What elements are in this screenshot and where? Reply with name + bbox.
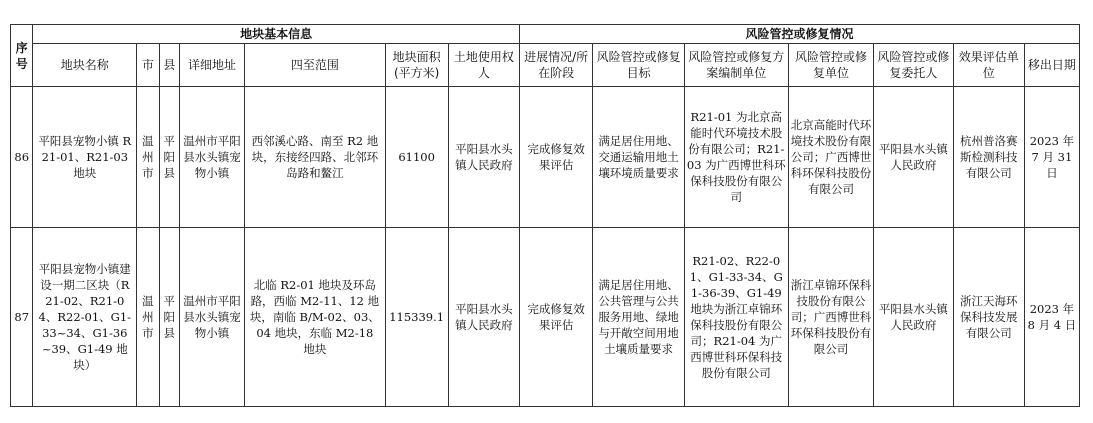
col-header-plan-unit: 风险管控或修复方案编制单位 xyxy=(684,44,788,87)
cell-address: 温州市平阳县水头镇宠物小镇 xyxy=(179,87,244,228)
cell-site-name: 平阳县宠物小镇建设一期二区块（R21-02、R21-04、R22-01、G1-33~34、G1-36~39、G1-49 地块） xyxy=(33,228,137,407)
col-header-removal-date: 移出日期 xyxy=(1024,44,1079,87)
cell-plan-unit: R21-02、R22-01、G1-33-34、G1-36-39、G1-49 地块为浙江卓锦环保科技股份有限公司；R21-04 为广西博世科环保科技股份有限公司 xyxy=(684,228,788,407)
cell-index: 86 xyxy=(11,87,33,228)
header-group-row xyxy=(11,25,1080,44)
cell-target: 满足居住用地、公共管理与公共服务用地、绿地与开敞空间用地土壤质量要求 xyxy=(593,228,685,407)
cell-land-user: 平阳县水头镇人民政府 xyxy=(448,228,519,407)
col-header-address: 详细地址 xyxy=(179,44,244,87)
col-header-progress: 进展情况/所在阶段 xyxy=(519,44,592,87)
cell-city: 温州市 xyxy=(137,87,159,228)
col-header-client: 风险管控或修复委托人 xyxy=(874,44,953,87)
col-header-area: 地块面积(平方米) xyxy=(385,44,448,87)
cell-removal-date: 2023 年 7 月 31 日 xyxy=(1024,87,1079,228)
cell-county: 平阳县 xyxy=(159,228,179,407)
cell-city: 温州市 xyxy=(137,228,159,407)
group-header-basic: 地块基本信息 xyxy=(33,25,520,44)
cell-county: 平阳县 xyxy=(159,87,179,228)
cell-plan-unit: R21-01 为北京高能时代环境技术股份有限公司；R21-03 为广西博世科环保科技股份有限公司 xyxy=(684,87,788,228)
col-header-county: 县 xyxy=(159,44,179,87)
cell-site-name: 平阳县宠物小镇 R21-01、R21-03 地块 xyxy=(33,87,137,228)
table-row xyxy=(11,228,1080,407)
cell-boundary: 西邻溪心路、南至 R2 地块，东接经四路、北邻环岛路和鳌江 xyxy=(245,87,385,228)
cell-remediation-unit: 北京高能时代环境技术股份有限公司；广西博世科环保科技股份有限公司 xyxy=(788,87,874,228)
site-remediation-table xyxy=(10,24,1080,407)
cell-evaluator: 浙江天海环保科技发展有限公司 xyxy=(953,228,1024,407)
cell-evaluator: 杭州普洛赛斯检测科技有限公司 xyxy=(953,87,1024,228)
cell-land-user: 平阳县水头镇人民政府 xyxy=(448,87,519,228)
group-header-risk: 风险管控或修复情况 xyxy=(519,25,1079,44)
cell-progress: 完成修复效果评估 xyxy=(519,87,592,228)
cell-client: 平阳县水头镇人民政府 xyxy=(874,87,953,228)
cell-target: 满足居住用地、交通运输用地土壤环境质量要求 xyxy=(593,87,685,228)
cell-area: 115339.1 xyxy=(385,228,448,407)
col-header-remediation-unit: 风险管控或修复单位 xyxy=(788,44,874,87)
cell-progress: 完成修复效果评估 xyxy=(519,228,592,407)
col-header-evaluator: 效果评估单位 xyxy=(953,44,1024,87)
cell-index: 87 xyxy=(11,228,33,407)
cell-client: 平阳县水头镇人民政府 xyxy=(874,228,953,407)
table-container xyxy=(10,24,1080,407)
table-row xyxy=(11,87,1080,228)
col-header-city: 市 xyxy=(137,44,159,87)
col-header-site-name: 地块名称 xyxy=(33,44,137,87)
cell-boundary: 北临 R2-01 地块及环岛路，西临 M2-11、12 地块，南临 B/M-02、03、04 地块，东临 M2-18 地块 xyxy=(245,228,385,407)
col-header-land-user: 土地使用权人 xyxy=(448,44,519,87)
header-column-row xyxy=(11,44,1080,87)
cell-removal-date: 2023 年 8 月 4 日 xyxy=(1024,228,1079,407)
col-header-target: 风险管控或修复目标 xyxy=(593,44,685,87)
cell-area: 61100 xyxy=(385,87,448,228)
col-header-index: 序号 xyxy=(11,25,33,87)
cell-remediation-unit: 浙江卓锦环保科技股份有限公司；广西博世科环保科技股份有限公司 xyxy=(788,228,874,407)
cell-address: 温州市平阳县水头镇宠物小镇 xyxy=(179,228,244,407)
col-header-boundary: 四至范围 xyxy=(245,44,385,87)
